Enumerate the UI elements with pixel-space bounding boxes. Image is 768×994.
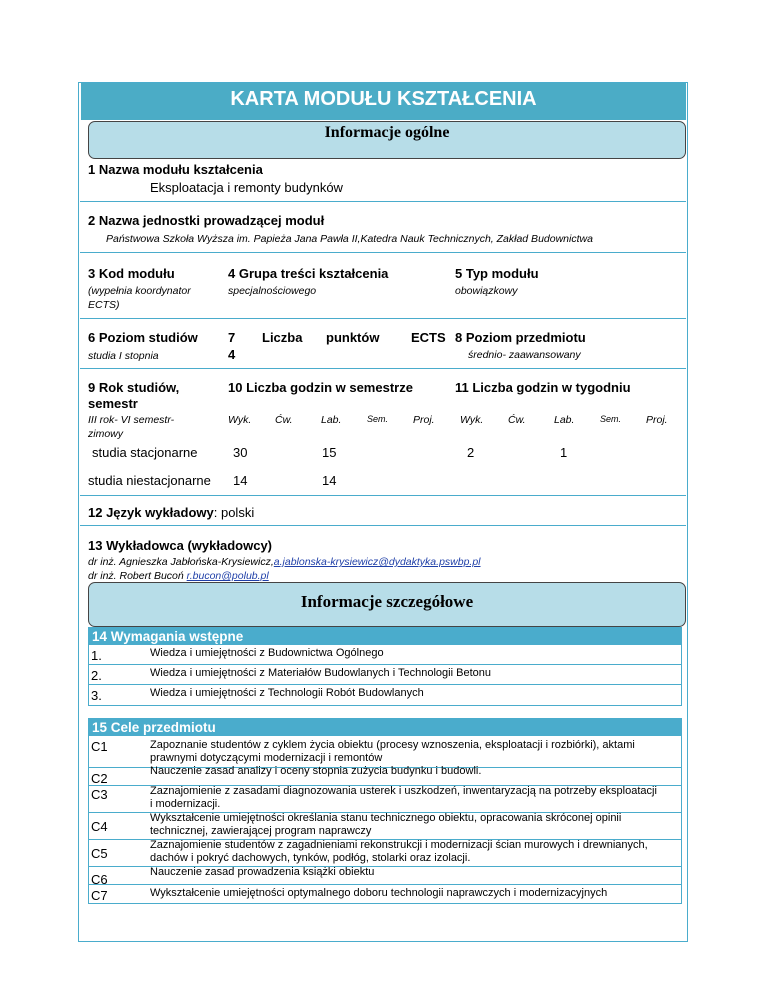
module-type-value: obowiązkowy [455,285,518,297]
study-level-label: 6 Poziom studiów [88,330,198,345]
lecturer-1-name: dr inż. Agnieszka Jabłońska-Krysiewicz, [88,556,274,568]
fulltime-week-lecture: 2 [467,445,475,460]
list-item [89,765,681,786]
prerequisites-heading: 14 Wymagania wstępne [89,628,681,645]
item-text: Wykształcenie umiejętności określania stanu technicznego obiektu, opracowania skróconej opinii technicznej, zawierającej program naprawczy [150,812,622,837]
weekly-col-header: Ćw. [508,414,526,426]
list-item [89,736,681,768]
weekly-hours-label: 11 Liczba godzin w tygodniu [455,380,631,395]
semester-col-header: Sem. [367,414,389,424]
lecturers-label: 13 Wykładowca (wykładowcy) [88,538,272,553]
page-title: KARTA MODUŁU KSZTAŁCENIA [81,83,686,120]
prerequisites-section [88,627,682,706]
parttime-sem-lab: 14 [322,473,337,488]
fulltime-sem-lab: 15 [322,445,337,460]
weekly-col-header: Lab. [554,414,575,426]
parttime-label: studia niestacjonarne [88,473,211,488]
item-text: Wiedza i umiejętności z Technologii Robót Budowlanych [150,687,424,699]
item-text: Wykształcenie umiejętności optymalnego doboru technologii naprawczych i modernizacyjnych [150,887,608,899]
item-number: C7 [91,888,108,903]
item-text: Nauczenie zasad prowadzenia książki obiektu [150,866,375,878]
parttime-sem-lecture: 14 [233,473,248,488]
divider [80,201,686,202]
content-group-label: 4 Grupa treści kształcenia [228,266,389,281]
item-text: Zaznajomienie z zasadami diagnozowania usterek i uszkodzeń, inwentaryzacją na potrzeby eksploatacji i modernizacji. [150,785,657,810]
lecturer-1-email-link[interactable]: a.jablonska-krysiewicz@dydaktyka.pswbp.pl [273,556,481,568]
year-label-line1: 9 Rok studiów, [88,380,180,395]
module-name-label: 1 Nazwa modułu kształcenia [88,162,263,177]
divider [80,525,686,526]
item-text: Wiedza i umiejętności z Materiałów Budowlanych i Technologii Betonu [150,667,491,679]
list-item [89,685,681,705]
weekly-col-header: Sem. [600,414,622,424]
fulltime-sem-lecture: 30 [233,445,248,460]
divider [80,252,686,253]
detail-info-heading: Informacje szczegółowe [88,582,686,627]
ects-value: 4 [228,347,236,362]
list-item [89,840,681,867]
lecturer-2-name: dr inż. Robert Bucoń [88,570,187,582]
weekly-col-header: Wyk. [460,414,484,426]
lecturer-2-email-link[interactable]: r.bucon@polub.pl [186,570,269,582]
item-text: Zaznajomienie studentów z zagadnieniami rekonstrukcji i modernizacji ścian murowych i drewnianych, dachów i pokryć dachowych, tynków, podłóg, stolarki oraz izolacji. [150,839,648,864]
study-level-value: studia I stopnia [88,350,159,362]
course-level-label: 8 Poziom przedmiotu [455,330,586,345]
fulltime-label: studia stacjonarne [92,445,198,460]
item-number: C6 [91,872,108,887]
item-text: Nauczenie zasad analizy i oceny stopnia zużycia budynku i budowli. [150,765,482,777]
lecturer-2 [88,570,269,582]
language-value: : polski [213,505,255,520]
code-note-line1: (wypełnia koordynator [88,285,191,297]
objectives-heading: 15 Cele przedmiotu [89,719,681,736]
lecturer-1 [88,556,481,568]
ects-label-number: 7 [228,330,236,345]
general-info-heading: Informacje ogólne [88,121,686,159]
divider [80,495,686,496]
objectives-section [88,718,682,904]
item-number: 2. [91,668,102,683]
divider [80,318,686,319]
item-number: 1. [91,648,102,663]
semester-col-header: Lab. [321,414,342,426]
list-item [89,786,681,813]
ects-label-word: punktów [326,330,380,345]
list-item [89,885,681,903]
ects-label-word: Liczba [262,330,303,345]
semester-col-header: Wyk. [228,414,252,426]
year-value-line2: zimowy [88,428,124,440]
item-number: 3. [91,688,102,703]
unit-value: Państwowa Szkoła Wyższa im. Papieża Jana Pawła II,Katedra Nauk Technicznych, Zakład Budownictwa [106,233,593,245]
list-item [89,813,681,840]
year-value-line1: III rok- VI semestr- [88,414,175,426]
language-label: 12 Język wykładowy [88,505,214,520]
item-number: C4 [91,819,108,834]
item-number: C3 [91,787,108,802]
list-item [89,867,681,885]
ects-label-word: ECTS [411,330,446,345]
item-number: C2 [91,771,108,786]
year-label-line2: semestr [88,396,138,411]
divider [80,368,686,369]
code-label: 3 Kod modułu [88,266,175,281]
item-text: Wiedza i umiejętności z Budownictwa Ogólnego [150,647,384,659]
item-number: C5 [91,846,108,861]
course-level-value: średnio- zaawansowany [468,349,581,361]
item-text: Zapoznanie studentów z cyklem życia obiektu (procesy wznoszenia, eksploatacji i rozbiórki), aktami prawnymi dotyczącymi modernizacji i remontów [150,739,635,764]
module-type-label: 5 Typ modułu [455,266,539,281]
unit-label: 2 Nazwa jednostki prowadzącej moduł [88,213,325,228]
weekly-col-header: Proj. [646,414,668,426]
list-item [89,665,681,685]
language-field [88,505,254,520]
item-number: C1 [91,739,108,754]
module-name-value: Eksploatacja i remonty budynków [150,180,343,195]
list-item [89,645,681,665]
content-group-value: specjalnościowego [228,285,317,297]
fulltime-week-lab: 1 [560,445,568,460]
code-note-line2: ECTS) [88,299,120,311]
semester-col-header: Ćw. [275,414,293,426]
semester-hours-label: 10 Liczba godzin w semestrze [228,380,413,395]
semester-col-header: Proj. [413,414,435,426]
